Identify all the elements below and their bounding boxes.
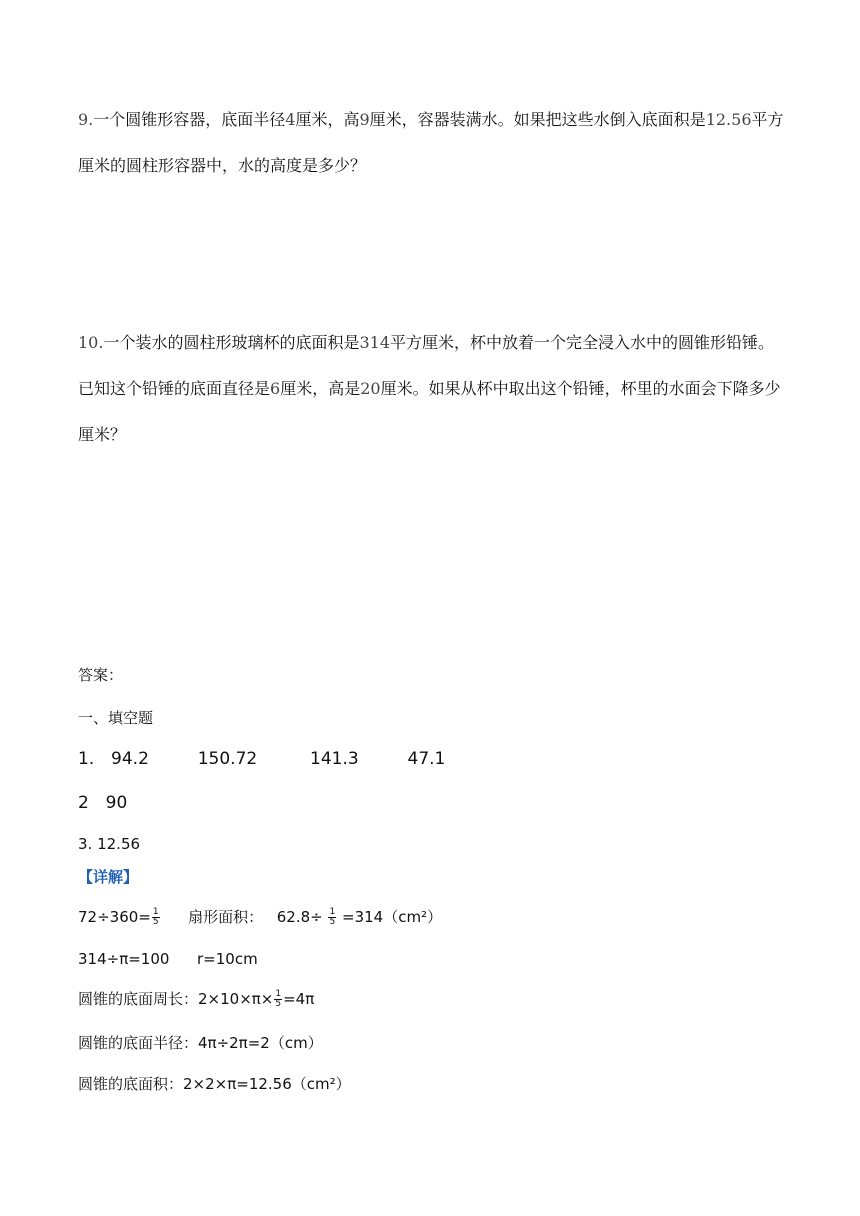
work-line-5: 圆锥的底面积：2×2×π=12.56（cm²） bbox=[78, 1075, 351, 1093]
question-text: 平方厘米，杯中放着一个完全浸入水中的圆锥形铅锤。已知这个铅锤的底面直径是 bbox=[78, 333, 775, 398]
number: 20 bbox=[360, 379, 381, 398]
answer-label: 2 bbox=[78, 793, 89, 813]
fraction: $\frac{1}{5}$ bbox=[275, 989, 282, 1009]
question-text: 厘米，高是 bbox=[280, 379, 361, 398]
fraction: $\frac{1}{5}$ bbox=[152, 907, 159, 927]
answer-value: 94.2 bbox=[111, 749, 149, 769]
question-text: 一个圆锥形容器，底面半径 bbox=[93, 110, 286, 129]
work-text: 62.8÷ bbox=[276, 908, 323, 926]
number: 4 bbox=[285, 110, 296, 129]
work-line-4: 圆锥的底面半径：4π÷2π=2（cm） bbox=[78, 1034, 323, 1052]
detail-label: 【详解】 bbox=[78, 868, 139, 886]
work-line-3 bbox=[78, 988, 314, 1009]
question-9 bbox=[78, 97, 788, 189]
answers-heading: 答案： bbox=[78, 666, 124, 684]
question-number: 10. bbox=[78, 333, 104, 352]
work-text: 扇形面积： bbox=[188, 908, 264, 926]
work-text: 314÷π=100 bbox=[78, 950, 170, 968]
question-10 bbox=[78, 320, 788, 458]
work-text: 圆锥的底面周长：2×10×π× bbox=[78, 990, 274, 1008]
question-number: 9. bbox=[78, 110, 94, 129]
number: 314 bbox=[359, 333, 391, 352]
number: 12.56 bbox=[705, 110, 752, 129]
work-line-1 bbox=[78, 906, 442, 927]
question-text: 一个装水的圆柱形玻璃杯的底面积是 bbox=[103, 333, 360, 352]
answer-value: 141.3 bbox=[310, 749, 359, 769]
section-heading: 一、填空题 bbox=[78, 709, 154, 727]
question-text: 厘米，高 bbox=[295, 110, 360, 129]
answer-value: 47.1 bbox=[407, 749, 446, 769]
work-text: r=10cm bbox=[197, 950, 258, 968]
answer-value: 150.72 bbox=[197, 749, 258, 769]
work-text: =4π bbox=[283, 990, 315, 1008]
work-text: =314（cm²） bbox=[342, 908, 443, 926]
answer-1 bbox=[78, 749, 445, 769]
answer-label: 3. bbox=[78, 835, 93, 853]
answer-value: 90 bbox=[105, 793, 128, 813]
number: 6 bbox=[270, 379, 281, 398]
answer-value: 12.56 bbox=[97, 835, 141, 853]
question-text: 厘米，容器装满水。如果把这些水倒入底面积是 bbox=[369, 110, 706, 129]
work-line-2 bbox=[78, 950, 258, 968]
answer-3 bbox=[78, 835, 140, 853]
number: 9 bbox=[359, 110, 370, 129]
work-text: 72÷360= bbox=[78, 908, 151, 926]
question-text: 厘米。如果从杯中取出这个铅锤，杯里的水面会下降多少厘米？ bbox=[78, 379, 781, 444]
answer-label: 1. bbox=[78, 749, 95, 769]
question-text: 平方厘米的圆柱形容器中，水的高度是多少？ bbox=[78, 110, 784, 175]
answer-2 bbox=[78, 793, 127, 813]
fraction: $\frac{1}{5}$ bbox=[329, 907, 336, 927]
